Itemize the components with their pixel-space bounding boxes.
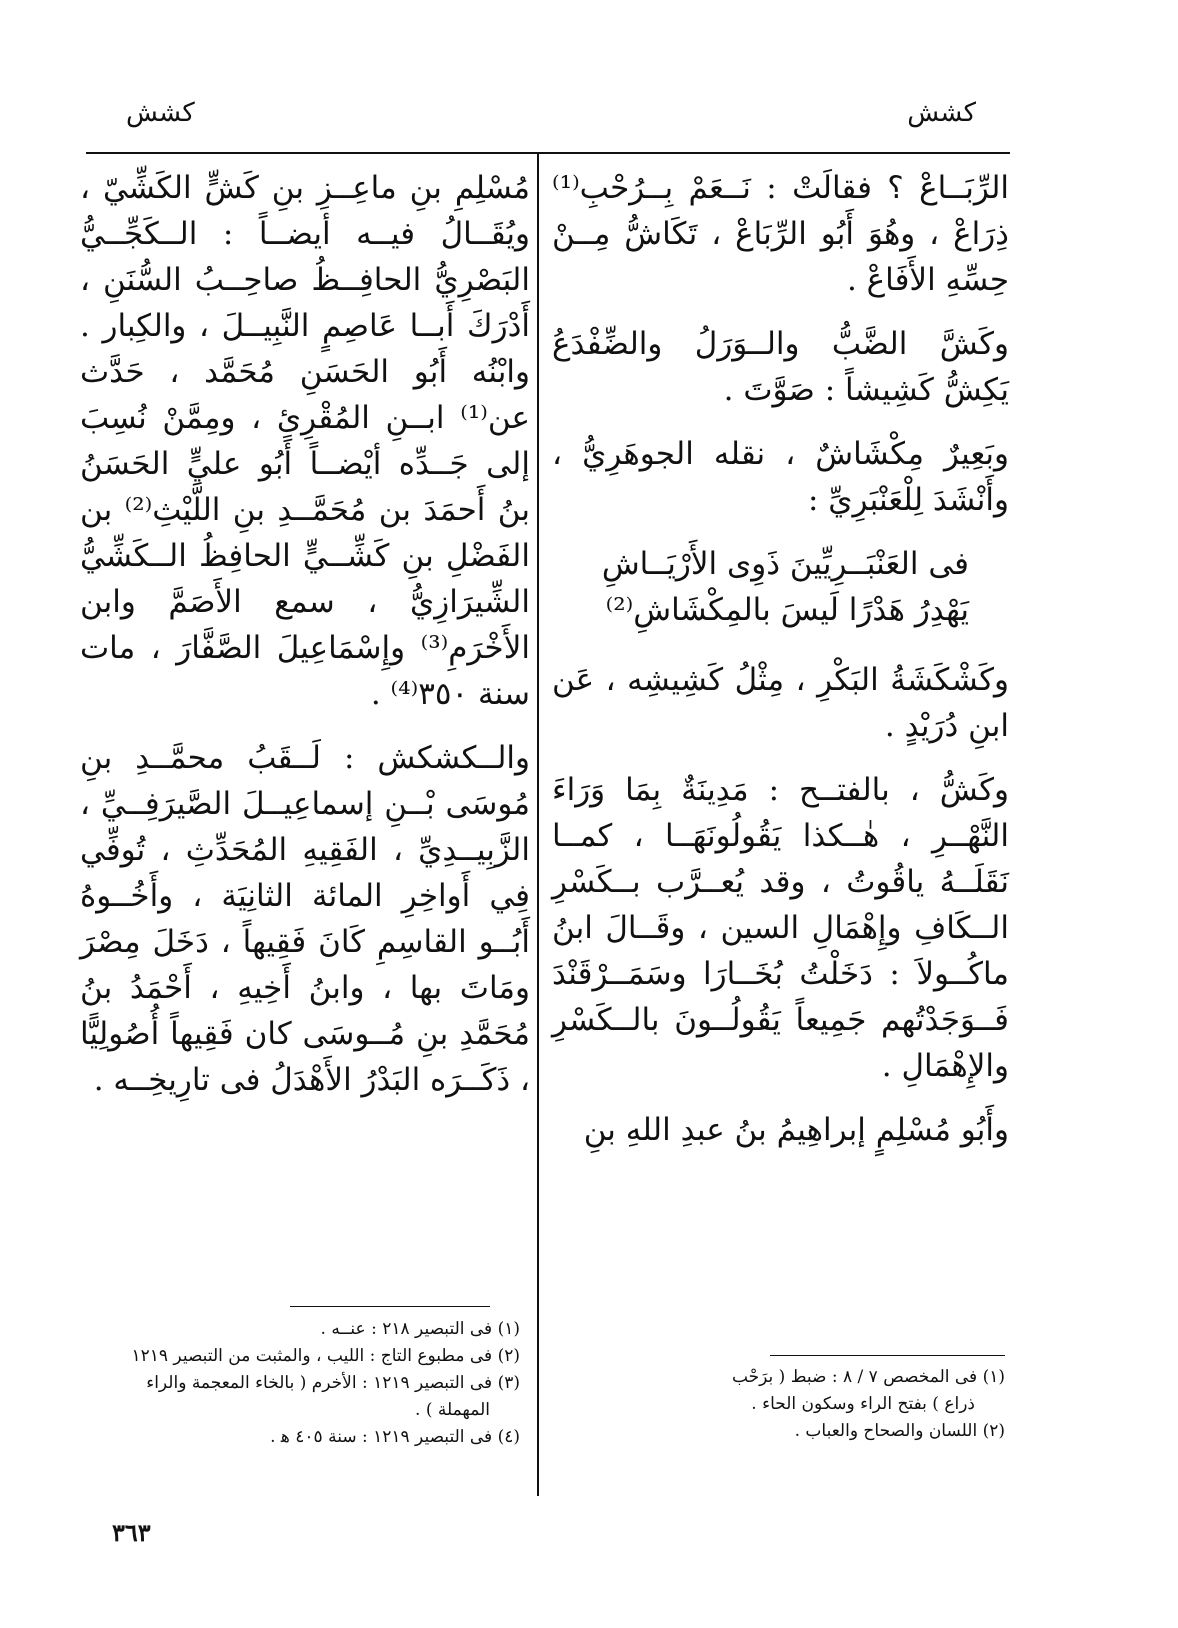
footnote-right-1-cont: ذراع ) بفتح الراء وسكون الحاء . bbox=[751, 1394, 975, 1414]
left-paragraph-1: مُسْلِمِ بنِ ماعِــزِ بنِ كَشٍّ الكَشِّيّ ، ويُقَــالُ فيــه أيضــاً : الــكَجِّــيُّ البَصْرِيُّ الحافِــظُ صاحِــبُ السُّنَنِ ، أَدْرَكَ أَبــا عَاصِمٍ النَّبِيــلَ ، والكِبار . وابْنُه أَبُو الحَسَنِ مُحَمَّد ، حَدَّث عن⁽¹⁾ ابــنِ المُقْرِئِ ، ومِمَّنْ نُسِبَ إلى جَــدِّه أيْضــاً أَبُو عليٍّ الحَسَنُ بنُ أَحمَدَ بن مُحَمَّــدِ بنِ اللَّيْثِ⁽²⁾ بن الفَضْلِ بنِ كَشِّــيٍّ الحافِظُ الــكَشِّيُّ الشِّيرَازِيُّ ، سمع الأَصَمَّ وابن الأَخْرَمِ⁽³⁾ وإِسْمَاعِيلَ الصَّفَّارَ ، مات سنة ٣٥٠⁽⁴⁾ . bbox=[80, 170, 530, 712]
right-paragraph-5: وكَشُّ ، بالفتــح : مَدِينَةٌ بِمَا وَرَاءَ النَّهْــرِ ، هٰــكذا يَقُولُونَهَــا ، كمــا نَقَلَــهُ ياقُوتُ ، وقد يُعــرَّب بــكَسْرِ الــكَافِ وإِهْمَالِ السين ، وقَــالَ ابنُ ماكُــولاَ : دَخَلْتُ بُخَــارَا وسَمَــرْقَنْدَ فَــوَجَدْتُهم جَمِيعاً يَقُولُــونَ بالــكَسْرِ والإِهْمَالِ . bbox=[552, 772, 1009, 1084]
right-paragraph-2: وكَشَّ الضَّبُّ والــوَرَلُ والضِّفْدَعُ يَكِشُّ كَشِيشاً : صَوَّتَ . bbox=[552, 326, 1009, 408]
footnote-rule-right bbox=[770, 1355, 1005, 1356]
column-divider bbox=[537, 153, 539, 1496]
footnote-left-4: (٤) فى التبصير ١٢١٩ : سنة ٤٠٥ ﻫ . bbox=[270, 1427, 520, 1447]
verse-block bbox=[552, 541, 1009, 633]
footnotes-right bbox=[555, 1364, 1005, 1445]
footnote-left-2: (٢) فى مطبوع التاج : الليب ، والمثبت من التبصير ١٢١٩ bbox=[131, 1346, 520, 1366]
page-number: ٣٦٣ bbox=[112, 1518, 151, 1547]
header-right-word: كشش bbox=[907, 98, 976, 128]
verse-line-1: فى العَنْبَــرِيِّينَ ذَوِى الأَرْيَــاشِ bbox=[601, 546, 969, 582]
right-paragraph-4: وكَشْكَشَةُ البَكْرِ ، مِثْلُ كَشِيشِه ، عَن ابنِ دُرَيْدٍ . bbox=[552, 662, 1009, 744]
footnote-rule-left bbox=[290, 1306, 490, 1307]
footnote-left-3: (٣) فى التبصير ١٢١٩ : الأخرم ( بالخاء المعجمة والراء bbox=[146, 1373, 520, 1393]
right-paragraph-1: الرِّبَــاعْ ؟ فقالَتْ : نَــعَمْ بِــرُحْبِ⁽¹⁾ ذِرَاعْ ، وهُوَ أَبُو الرِّبَاعْ ، تَكَاشُّ مِــنْ حِسِّهِ الأَفَاعْ . bbox=[552, 170, 1009, 298]
right-paragraph-3: وبَعِيرٌ مِكْشَاشٌ ، نقله الجوهَرِيُّ ، وأَنْشَدَ لِلْعَنْبَرِيِّ : bbox=[552, 436, 1009, 518]
left-paragraph-2: والــكشكش : لَــقَبُ محمَّــدِ بنِ مُوسَى بْــنِ إسماعِيــلَ الصَّيرَفِــيِّ ، الزَّبِيــدِيِّ ، الفَقِيهِ المُحَدِّثِ ، تُوفِّي فِي أَواخِرِ المائة الثانِيَة ، وأَخُــوهُ أَبُــو القاسِمِ كَانَ فَقِيهاً ، دَخَلَ مِصْرَ ومَاتَ بها ، وابنُ أَخِيهِ ، أَحْمَدُ بنُ مُحَمَّدِ بنِ مُــوسَى كان فَقِيهاً أُصُولِيًّا ، ذَكَــرَه البَدْرُ الأَهْدَلُ فى تارِيخِــه . bbox=[80, 740, 530, 1098]
footnote-right-1: (١) فى المخصص ٧ / ٨ : ضبط ( برَحْب bbox=[731, 1367, 1005, 1387]
header-left-word: كشش bbox=[126, 98, 195, 128]
footnote-left-3-cont: المهملة ) . bbox=[415, 1400, 490, 1420]
verse-line-2: يَهْدِرُ هَدْرًا لَيسَ بالمِكْشَاشِ⁽²⁾ bbox=[605, 592, 969, 628]
right-column bbox=[552, 165, 1009, 1171]
right-paragraph-6: وأَبُو مُسْلِمٍ إبراهِيمُ بنُ عبدِ اللهِ بنِ bbox=[583, 1112, 1009, 1148]
footnote-right-2: (٢) اللسان والصحاح والعباب . bbox=[794, 1421, 1005, 1441]
footnotes-left bbox=[80, 1316, 520, 1451]
left-column bbox=[80, 165, 530, 1121]
footnote-left-1: (١) فى التبصير ٢١٨ : عنــه . bbox=[320, 1319, 520, 1339]
header-rule bbox=[86, 152, 1010, 154]
